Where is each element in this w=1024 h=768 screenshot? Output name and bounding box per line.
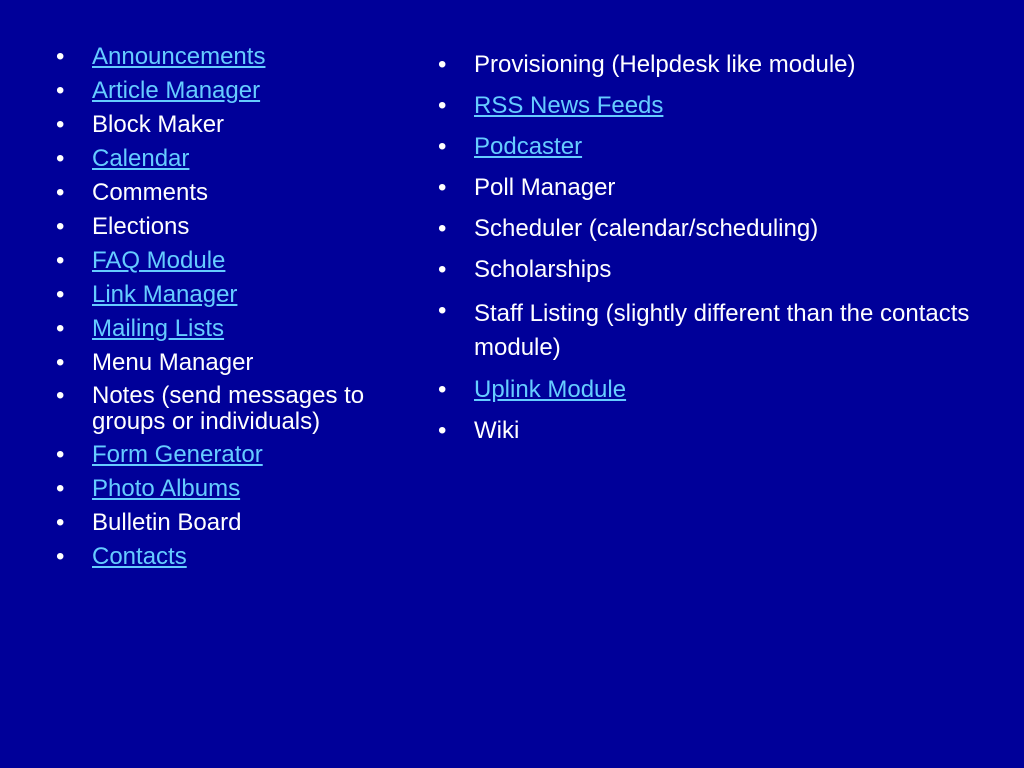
item-bulletin-board: Bulletin Board [92,509,242,536]
link-uplink-module[interactable]: Uplink Module [474,376,627,403]
bullet: • [56,281,65,308]
list-item [56,543,416,571]
list-item [56,43,416,71]
item-provisioning: Provisioning (Helpdesk like module) [474,51,856,78]
item-elections: Elections [92,213,190,240]
bullet: • [56,441,65,468]
bullet: • [56,145,65,172]
bullet: • [438,215,447,242]
list-item [56,509,416,537]
item-poll-manager: Poll Manager [474,174,616,201]
item-notes: Notes (send messages to groups or individuals) [92,382,365,435]
list-item [56,441,416,469]
list-item [56,145,416,173]
bullet: • [438,92,447,119]
bullet: • [56,543,65,570]
list-item [56,213,416,241]
link-announcements[interactable]: Announcements [92,43,266,70]
link-faq-module[interactable]: FAQ Module [92,247,226,274]
link-rss-news-feeds[interactable]: RSS News Feeds [474,92,664,119]
item-scholarships: Scholarships [474,256,612,283]
bullet: • [438,417,447,444]
list-item [56,349,416,377]
list-item [438,92,998,120]
bullet: • [438,133,447,160]
item-block-maker: Block Maker [92,111,225,138]
bullet: • [438,297,447,324]
bullet: • [56,509,65,536]
list-item [438,417,998,445]
link-podcaster[interactable]: Podcaster [474,133,583,160]
list-item [56,383,416,435]
bullet: • [56,77,65,104]
list-item [56,179,416,207]
list-item [56,281,416,309]
list-item [56,77,416,105]
bullet: • [56,315,65,342]
bullet: • [56,43,65,70]
bullet: • [438,376,447,403]
list-item [56,315,416,343]
link-calendar[interactable]: Calendar [92,145,190,172]
link-article-manager[interactable]: Article Manager [92,77,261,104]
item-comments: Comments [92,179,209,206]
bullet: • [56,349,65,376]
item-scheduler: Scheduler (calendar/scheduling) [474,215,819,242]
list-item [438,133,998,161]
bullet: • [56,475,65,502]
bullet: • [438,256,447,283]
list-item [438,256,998,284]
bullet: • [56,382,65,409]
list-item [438,51,998,79]
list-item [438,174,998,202]
link-photo-albums[interactable]: Photo Albums [92,475,241,502]
list-item [438,297,998,365]
bullet: • [56,111,65,138]
item-staff-listing: Staff Listing (slightly different than the contacts module) [474,300,970,361]
module-list-left [56,43,416,577]
item-menu-manager: Menu Manager [92,349,254,376]
list-item [56,475,416,503]
link-form-generator[interactable]: Form Generator [92,441,263,468]
bullet: • [438,51,447,78]
list-item [438,215,998,243]
link-mailing-lists[interactable]: Mailing Lists [92,315,225,342]
list-item [438,376,998,404]
bullet: • [56,247,65,274]
module-list-right [438,51,998,458]
bullet: • [56,213,65,240]
bullet: • [438,174,447,201]
bullet: • [56,179,65,206]
link-contacts[interactable]: Contacts [92,543,187,570]
list-item [56,111,416,139]
item-wiki: Wiki [474,417,520,444]
list-item [56,247,416,275]
link-link-manager[interactable]: Link Manager [92,281,238,308]
